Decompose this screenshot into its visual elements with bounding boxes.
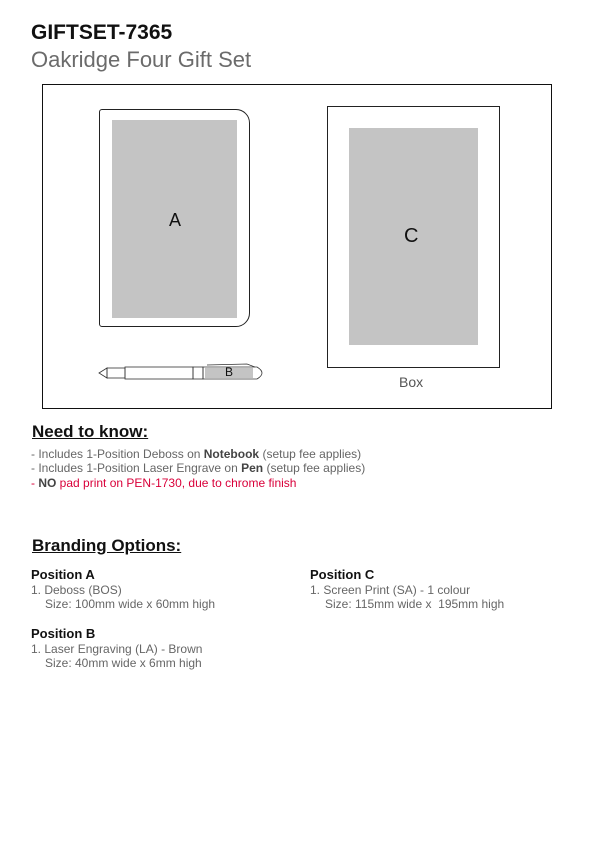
position-c-title: Position C	[310, 567, 375, 582]
notebook-outline	[99, 109, 250, 327]
branding-options-heading: Branding Options:	[32, 536, 182, 555]
box-outline	[327, 106, 500, 368]
position-c-method: 1. Screen Print (SA) - 1 colour	[310, 583, 471, 597]
need-to-know-warning: - NO pad print on PEN-1730, due to chrome finish	[31, 476, 297, 490]
position-c-label: C	[404, 225, 419, 247]
need-to-know-heading: Need to know:	[32, 422, 149, 441]
product-name: Oakridge Four Gift Set	[31, 47, 252, 72]
product-diagram	[42, 84, 552, 409]
position-a-size: Size: 100mm wide x 60mm high	[45, 597, 216, 611]
pen-outline	[97, 363, 267, 383]
position-c-size: Size: 115mm wide x 195mm high	[325, 597, 505, 611]
product-code: GIFTSET-7365	[31, 21, 173, 44]
position-a-method: 1. Deboss (BOS)	[31, 583, 122, 597]
position-b-size: Size: 40mm wide x 6mm high	[45, 656, 202, 670]
need-to-know-line-2: - Includes 1-Position Laser Engrave on Pen (setup fee applies)	[31, 461, 366, 475]
position-b-method: 1. Laser Engraving (LA) - Brown	[31, 642, 203, 656]
position-b-title: Position B	[31, 626, 96, 641]
position-a-title: Position A	[31, 567, 95, 582]
position-a-label: A	[169, 210, 182, 230]
box-label: Box	[399, 374, 424, 390]
need-to-know-line-1: - Includes 1-Position Deboss on Notebook (setup fee applies)	[31, 447, 362, 461]
position-b-label: B	[225, 365, 234, 379]
